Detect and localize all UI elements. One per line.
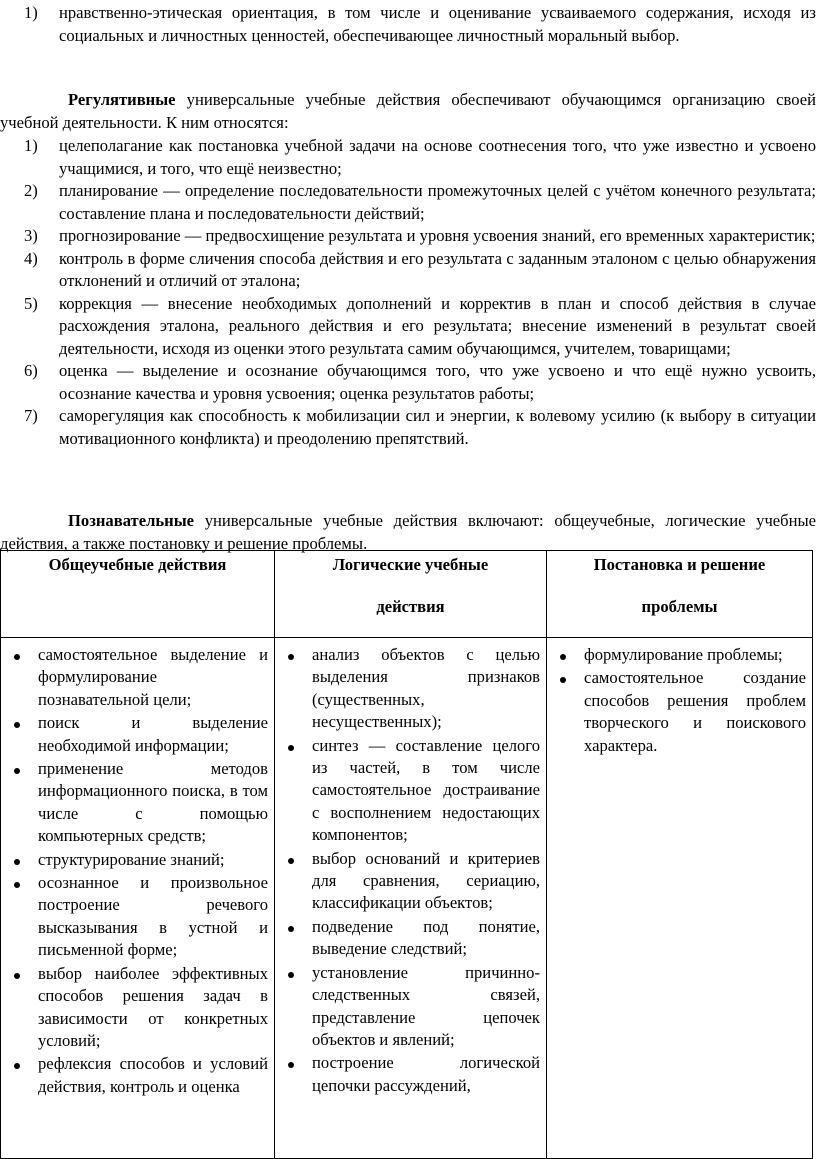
bullet-icon (14, 1063, 20, 1069)
bullet-list (275, 638, 546, 1097)
bullet-icon (14, 722, 20, 728)
table-header-row (1, 551, 813, 638)
bullet-list (1, 638, 274, 1098)
regulatory-text: универсальные учебные действия обеспечивают обучающимся организацию своей учебной деятельности. К ним относятся: (0, 90, 816, 132)
list-item-text: оценка — выделение и осознание обучающимся того, что уже усвоено и что ещё нужно усвоить, осознание качества и уровня усвоения; оценка результатов работы; (59, 361, 816, 403)
list-item-number: 2) (24, 181, 38, 200)
table-header-problem (547, 551, 813, 638)
list-item-text: синтез — составление целого из частей, в том числе самостоятельное достраивание с восполнением недостающих компонентов; (312, 735, 540, 845)
list-item-text: анализ объектов с целью выделения признаков (существенных, несущественных); (312, 645, 540, 732)
list-item (0, 405, 816, 450)
regulatory-section (0, 89, 816, 450)
list-item (547, 644, 806, 666)
list-item-text: контроль в форме сличения способа действия и его результата с заданным эталоном с целью обнаружения отклонений и отличий от эталона; (59, 248, 816, 290)
bullet-icon (14, 973, 20, 979)
bullet-icon (288, 745, 294, 751)
bullet-icon (14, 859, 20, 865)
bullet-icon (288, 926, 294, 932)
header-line-2: действия (376, 597, 445, 616)
bullet-icon (14, 654, 20, 660)
list-item-text: саморегуляция как способность к мобилизации сил и энергии, к волевому усилию (к выбору в ситуации мотивационного конфликта) и преодолению препятствий. (59, 406, 816, 448)
list-item-text: прогнозирование — предвосхищение результата и уровня усвоения знаний, его временных характеристик; (59, 226, 816, 245)
bullet-icon (288, 972, 294, 978)
list-item (1, 849, 268, 871)
bullet-icon (14, 882, 20, 888)
list-item-text: структурирование знаний; (38, 849, 225, 869)
bullet-list (547, 638, 812, 757)
header-line-2: проблемы (641, 597, 718, 616)
list-item (1, 644, 268, 711)
intro-section (0, 2, 816, 47)
list-item-text: осознанное и произвольное построение речевого высказывания в устной и письменной форме; (38, 873, 268, 960)
bullet-icon (14, 768, 20, 774)
table-cell-general (1, 638, 275, 1159)
list-item-text: планирование — определение последовательности промежуточных целей с учётом конечного результата; составление плана и последовательности действий; (59, 181, 816, 223)
table-body-row (1, 638, 813, 1159)
cognitive-section (0, 510, 816, 555)
list-item (275, 848, 540, 915)
list-item-text: выбор оснований и критериев для сравнения, сериацию, классификации объектов; (312, 848, 540, 913)
list-item (0, 360, 816, 405)
list-item (0, 293, 816, 361)
header-line-1: Логические учебные (332, 555, 489, 574)
regulatory-list (0, 135, 816, 450)
regulatory-paragraph (0, 89, 816, 134)
cognitive-paragraph (0, 510, 816, 555)
list-item-text: применение методов информационного поиска, в том числе с помощью компьютерных средств; (38, 759, 268, 846)
list-item (275, 1052, 540, 1097)
list-item (1, 712, 268, 757)
list-item (1, 1053, 268, 1098)
list-item-text: установление причинно-следственных связей, представление цепочек объектов и явлений; (312, 962, 540, 1049)
list-item (547, 667, 806, 757)
list-item-text: коррекция — внесение необходимых дополнений и корректив в план и способ действия в случае расхождения эталона, реального действия и его результата; внесение изменений в результат своей деятельности, исходя из оценки этого результата самим обучающимся, учителем, товарищами; (59, 293, 816, 358)
list-item-text: нравственно-этическая ориентация, в том числе и оценивание усваиваемого содержания, исходя из социальных и личностных ценностей, обеспечивающее личностный моральный выбор. (59, 3, 816, 45)
list-item-text: построение логической цепочки рассуждений, (312, 1053, 540, 1095)
list-item-text: подведение под понятие, выведение следствий; (312, 916, 540, 959)
list-item-text: целеполагание как постановка учебной задачи на основе соотнесения того, что уже известно и усвоено учащимися, и того, что ещё неизвестно; (59, 136, 816, 178)
list-item (0, 135, 816, 180)
list-item (1, 963, 268, 1053)
list-item (275, 644, 540, 734)
bullet-icon (288, 1062, 294, 1068)
list-item-text: поиск и выделение необходимой информации; (38, 713, 268, 755)
cognitive-actions-table (0, 550, 813, 1159)
header-line-1: Общеучебные действия (48, 555, 227, 574)
list-item (0, 248, 816, 293)
table-cell-logical (275, 638, 547, 1159)
cognitive-text: универсальные учебные действия включают: общеучебные, логические учебные действия, а также постановку и решение проблемы. (0, 511, 816, 553)
list-item (0, 180, 816, 225)
header-line-1: Постановка и решение (593, 555, 766, 574)
bullet-icon (560, 677, 566, 683)
list-item-text: самостоятельное выделение и формулирование познавательной цели; (38, 645, 268, 709)
regulatory-term: Регулятивные (68, 90, 176, 109)
list-item (275, 916, 540, 961)
list-item-number: 1) (24, 3, 38, 22)
list-item (0, 225, 816, 248)
list-item-number: 5) (24, 293, 38, 313)
table-header-general (1, 551, 275, 638)
list-item-number: 6) (24, 361, 38, 380)
list-item-text: выбор наиболее эффективных способов решения задач в зависимости от конкретных условий; (38, 963, 268, 1050)
cognitive-term: Познавательные (68, 511, 195, 530)
list-item-text: формулирование проблемы; (584, 645, 783, 664)
list-item (275, 735, 540, 847)
table-cell-problem (547, 638, 813, 1159)
intro-numbered-list (0, 2, 816, 47)
list-item-text: рефлексия способов и условий действия, контроль и оценка (38, 1054, 268, 1096)
list-item (0, 2, 816, 47)
list-item-number: 4) (24, 248, 38, 268)
list-item-number: 7) (24, 406, 38, 425)
list-item (1, 872, 268, 962)
list-item-number: 3) (24, 226, 38, 245)
list-item-text: самостоятельное создание способов решения проблем творческого и поискового характера. (584, 668, 806, 755)
bullet-icon (560, 654, 566, 660)
list-item-number: 1) (24, 136, 38, 155)
bullet-icon (288, 858, 294, 864)
bullet-icon (288, 654, 294, 660)
list-item (1, 758, 268, 848)
list-item (275, 962, 540, 1052)
table-header-logical (275, 551, 547, 638)
